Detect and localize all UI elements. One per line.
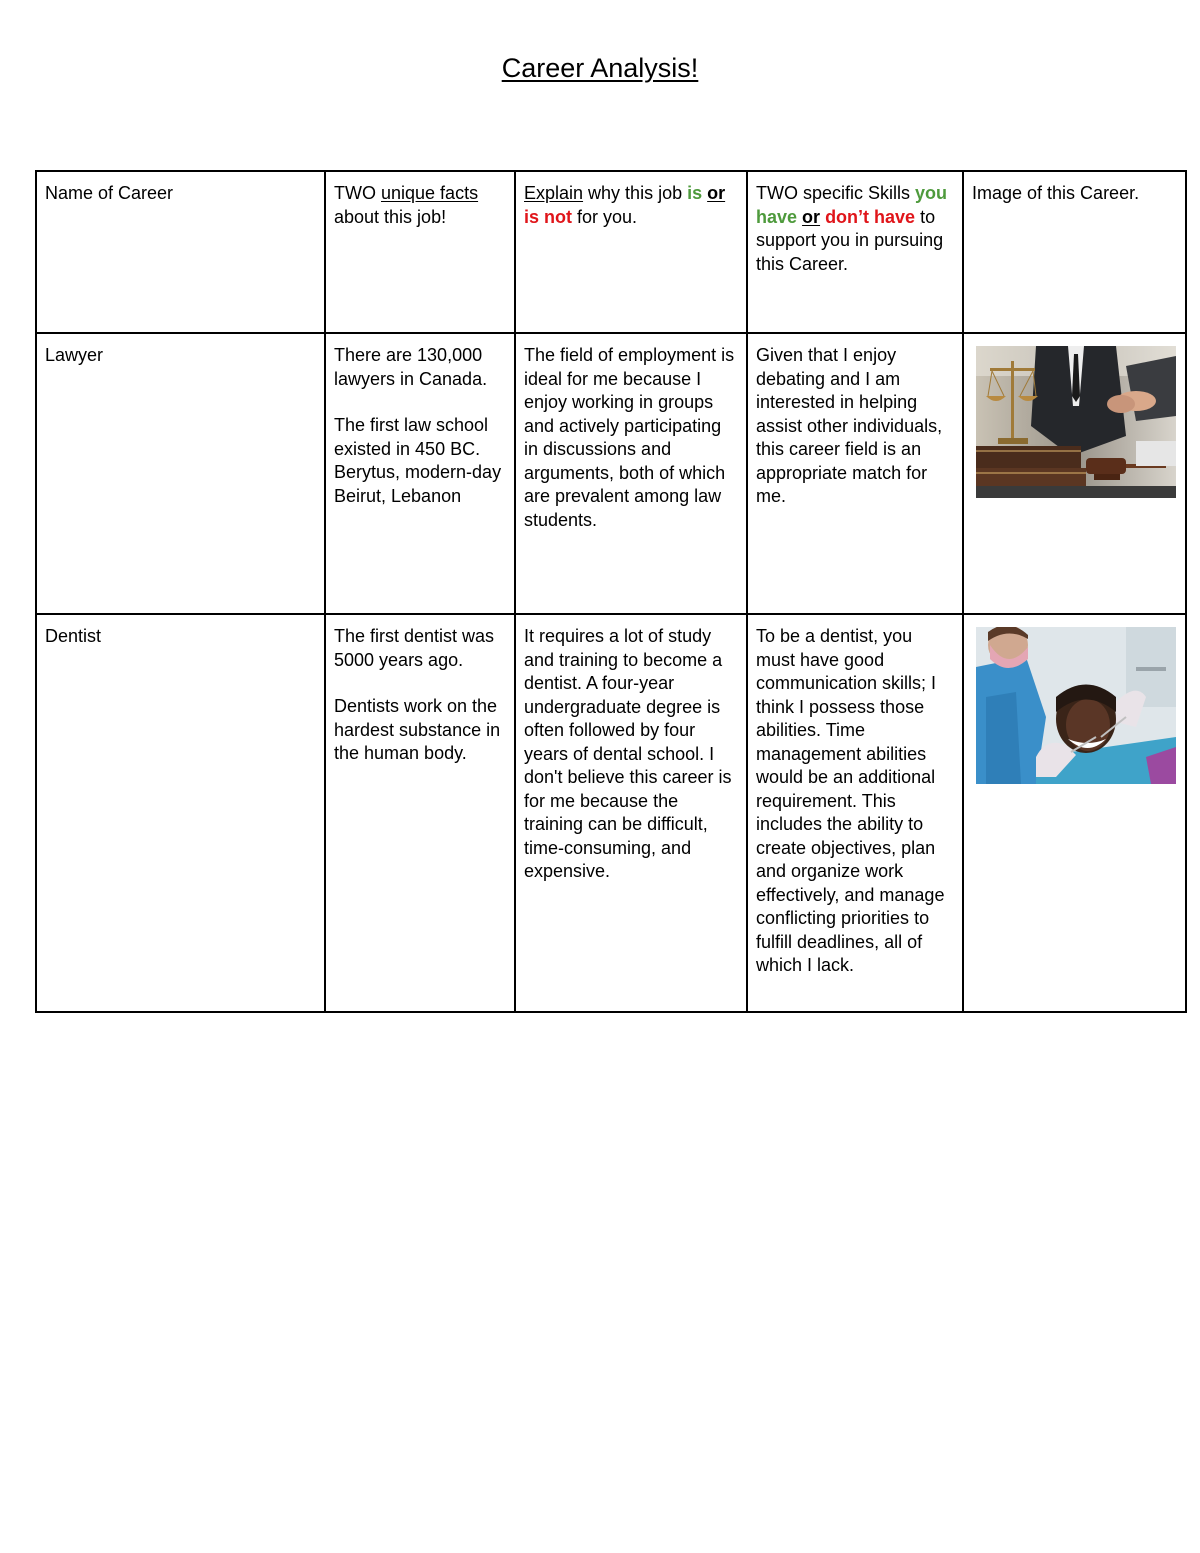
career-name-cell	[36, 614, 325, 1012]
header-explain	[515, 171, 747, 333]
dentist-photo	[976, 627, 1176, 784]
header-underlined-text: unique facts	[381, 183, 479, 203]
header-name-of-career	[36, 171, 325, 333]
header-text: TWO specific Skills	[756, 183, 916, 203]
fact-text: The first dentist was 5000 years ago.	[334, 626, 495, 670]
facts-cell	[325, 614, 515, 1012]
header-green-text: is	[687, 183, 703, 203]
table-row	[36, 333, 1186, 614]
table-row	[36, 614, 1186, 1012]
career-name: Lawyer	[45, 345, 104, 365]
header-text: for you.	[572, 206, 638, 227]
header-underlined-text: Explain	[524, 183, 584, 203]
career-name: Dentist	[45, 626, 102, 646]
image-cell	[963, 333, 1186, 614]
header-red-text: don’t have	[825, 206, 916, 227]
career-table	[35, 170, 1187, 1013]
header-red-text: is not	[524, 206, 572, 227]
lawyer-photo	[976, 346, 1176, 498]
page-title: Career Analysis!	[501, 53, 699, 83]
header-text: to support you in pursuing this Career.	[756, 206, 944, 274]
header-skills	[747, 171, 963, 333]
fact-text: The first law school existed in 450 BC. Berytus, modern-day Beirut, Lebanon	[334, 415, 502, 506]
fact-text: Dentists work on the hardest substance in the human body.	[334, 696, 501, 763]
skills-text: To be a dentist, you must have good communication skills; I think I possess those abilities. Time management abilities would be an additional requirement. This includes the ability to create objectives, plan and organize work effectively, and manage conflicting priorities to fulfill deadlines, all of which I lack.	[756, 626, 945, 975]
skills-cell	[747, 614, 963, 1012]
header-text: Image of this Career.	[972, 183, 1140, 203]
header-unique-facts	[325, 171, 515, 333]
header-text: why this job	[583, 183, 688, 203]
skills-text: Given that I enjoy debating and I am interested in helping assist other individuals, this career field is an appropriate match for me.	[756, 345, 943, 506]
header-image	[963, 171, 1186, 333]
explain-cell	[515, 333, 747, 614]
header-bold-underlined-text: or	[707, 183, 726, 203]
header-text: Name of Career	[45, 183, 174, 203]
skills-cell	[747, 333, 963, 614]
explain-text: The field of employment is ideal for me because I enjoy working in groups and actively participating in discussions and arguments, both of which are prevalent among law students.	[524, 345, 735, 530]
explain-text: It requires a lot of study and training to become a dentist. A four-year undergraduate degree is often followed by four years of dental school. I don't believe this career is for me because the training can be difficult, time-consuming, and expensive.	[524, 626, 732, 881]
header-text: about this job!	[334, 206, 447, 227]
header-row	[36, 171, 1186, 333]
facts-cell	[325, 333, 515, 614]
explain-cell	[515, 614, 747, 1012]
career-name-cell	[36, 333, 325, 614]
fact-text: There are 130,000 lawyers in Canada.	[334, 345, 488, 389]
header-text: TWO	[334, 183, 381, 203]
header-green-text: you have	[756, 183, 948, 227]
header-bold-underlined-text: or	[802, 206, 821, 227]
image-cell	[963, 614, 1186, 1012]
